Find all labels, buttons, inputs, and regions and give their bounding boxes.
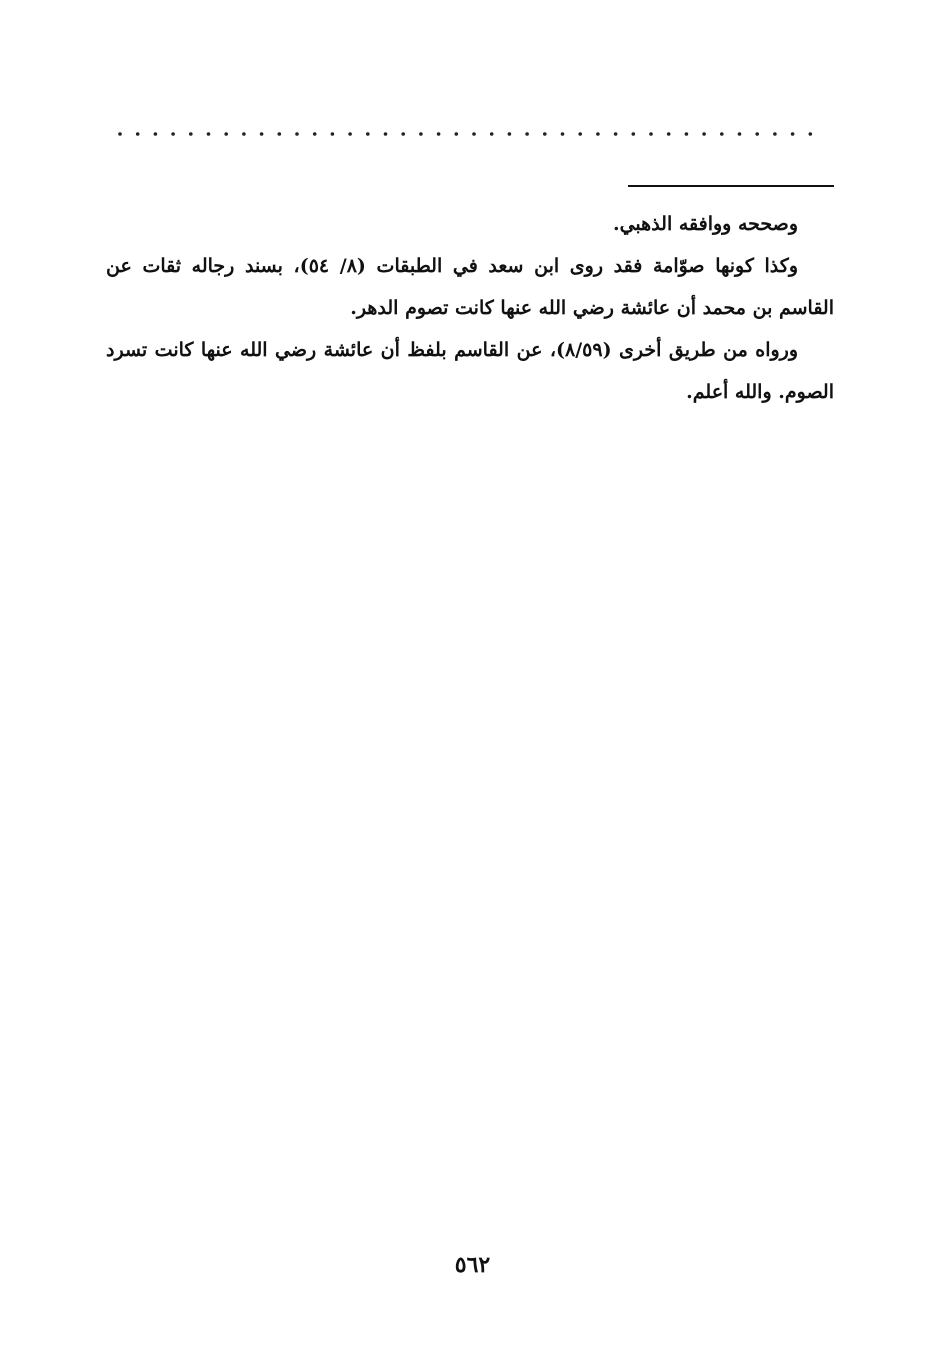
footnote-rule <box>628 185 834 187</box>
footnote-paragraph: وكذا كونها صوّامة فقد روى ابن سعد في الطبقات (٨/ ٥٤)، بسند رجاله ثقات عن القاسم بن محمد أن عائشة رضي الله عنها كانت تصوم الدهر. <box>106 255 834 319</box>
footnote-paragraph: ورواه من طريق أخرى (٨/٥٩)، عن القاسم بلفظ أن عائشة رضي الله عنها كانت تسرد الصوم. والله أعلم. <box>106 339 834 403</box>
page-number: ٥٦٢ <box>454 1252 491 1278</box>
dotted-separator <box>112 122 834 142</box>
footnote-paragraph: وصححه ووافقه الذهبي. <box>612 213 798 235</box>
footnote-text <box>106 203 834 413</box>
